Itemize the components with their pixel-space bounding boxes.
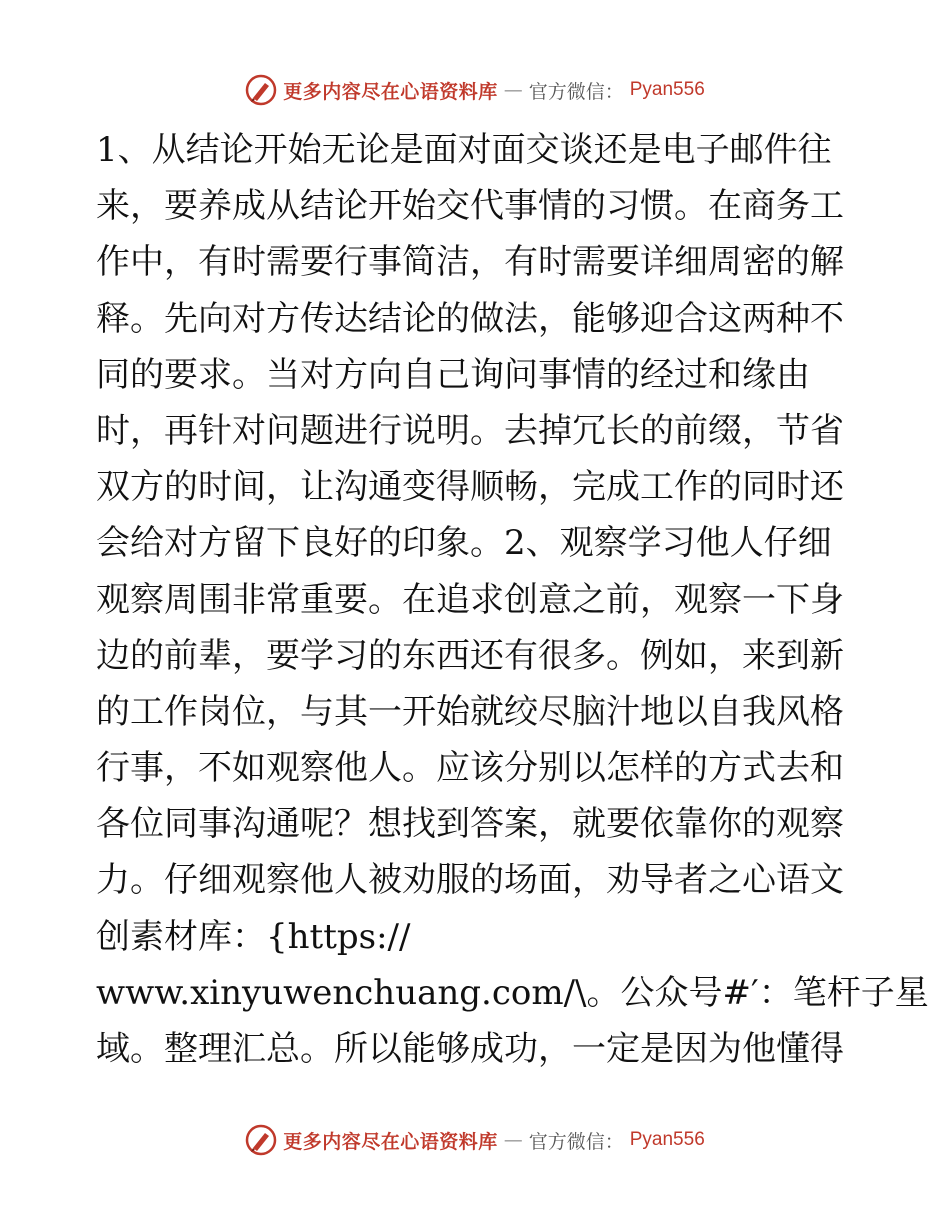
text-line: 域。整理汇总。所以能够成功，一定是因为他懂得 bbox=[96, 1029, 844, 1069]
text-line: 观察周围非常重要。在追求创意之前，观察一下身 bbox=[96, 579, 844, 620]
header-banner-content bbox=[245, 74, 705, 106]
body-text bbox=[96, 122, 929, 1077]
footer-banner bbox=[0, 1120, 950, 1160]
header-dash: — bbox=[503, 79, 523, 101]
text-line: 的工作岗位，与其一开始就绞尽脑汁地以自我风格 bbox=[96, 691, 844, 732]
text-line: 双方的时间，让沟通变得顺畅，完成工作的同时还 bbox=[96, 467, 844, 508]
header-brand-text: 更多内容尽在心语资料库 bbox=[283, 80, 498, 103]
header-banner bbox=[0, 70, 950, 110]
footer-wechat-id: Pyan556 bbox=[629, 1129, 705, 1150]
text-line: 时，再针对问题进行说明。去掉冗长的前缀，节省 bbox=[96, 410, 844, 451]
footer-brand-text: 更多内容尽在心语资料库 bbox=[283, 1130, 498, 1153]
text-line: 行事，不如观察他人。应该分别以怎样的方式去和 bbox=[96, 748, 844, 789]
pen-logo-icon bbox=[245, 1124, 277, 1156]
footer-wechat-label: 官方微信： bbox=[528, 1130, 624, 1153]
text-line: 作中，有时需要行事简洁，有时需要详细周密的解 bbox=[96, 242, 844, 283]
text-line: 1、从结论开始无论是面对面交谈还是电子邮件往 bbox=[96, 130, 832, 170]
text-line: 会给对方留下良好的印象。2、观察学习他人仔细 bbox=[96, 523, 832, 564]
text-line: 边的前辈，要学习的东西还有很多。例如，来到新 bbox=[96, 635, 844, 676]
header-wechat-id: Pyan556 bbox=[629, 79, 705, 100]
text-line: 创素材库：{https:// bbox=[96, 916, 411, 957]
text-line: 释。先向对方传达结论的做法，能够迎合这两种不 bbox=[96, 298, 844, 339]
text-line: 同的要求。当对方向自己询问事情的经过和缘由 bbox=[96, 354, 810, 395]
footer-dash: — bbox=[503, 1129, 523, 1151]
text-line: 来，要养成从结论开始交代事情的习惯。在商务工 bbox=[96, 186, 844, 227]
header-wechat-label: 官方微信： bbox=[528, 80, 624, 103]
footer-banner-content bbox=[245, 1124, 705, 1156]
text-line: www.xinyuwenchuang.com/\。公众号#′：笔杆子星 bbox=[96, 972, 929, 1013]
text-line: 各位同事沟通呢？想找到答案，就要依靠你的观察 bbox=[96, 804, 844, 845]
pen-logo-icon bbox=[245, 74, 277, 106]
text-line: 力。仔细观察他人被劝服的场面，劝导者之心语文 bbox=[96, 860, 844, 901]
